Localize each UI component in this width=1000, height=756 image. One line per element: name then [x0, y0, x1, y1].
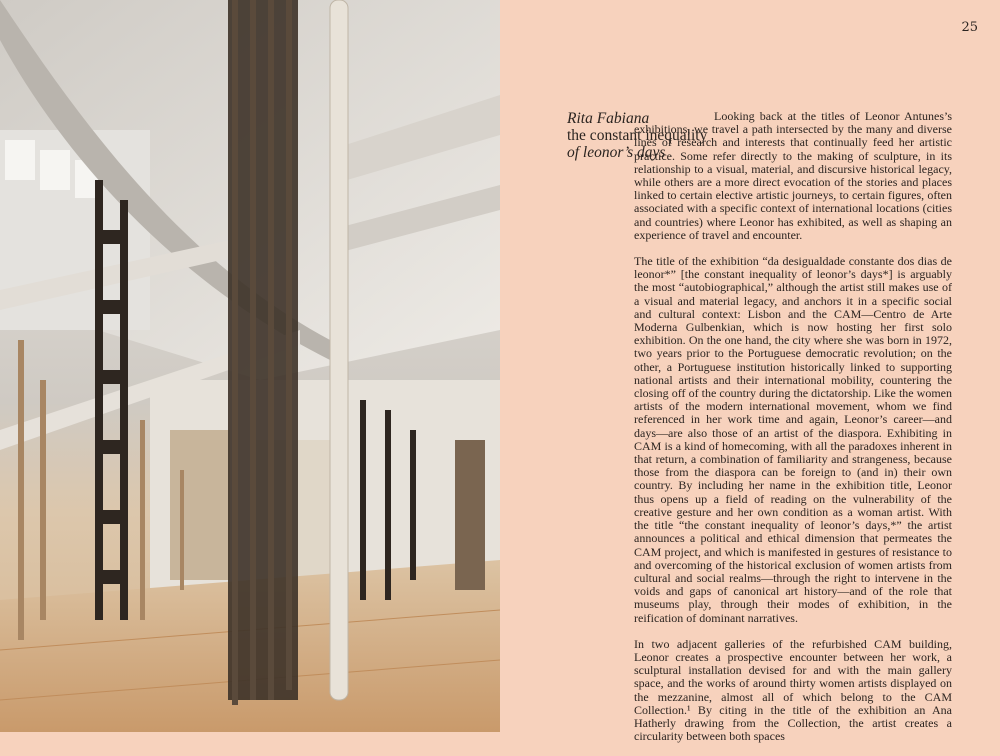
page-number: 25	[961, 20, 978, 35]
essay-title-line-2: of leonor’s days	[567, 144, 666, 161]
gallery-interior-illustration	[0, 0, 500, 732]
text-page	[500, 0, 1000, 744]
essay-body	[634, 110, 952, 756]
paragraph: In two adjacent galleries of the refurbished CAM building, Leonor creates a prospective encounter between her work, a sculptural installation devised for and with the main gallery space, and the works of around thirty women artists displayed on the mezzanine, almost all of which belong to the CAM Collection.¹ By citing in the title of the exhibition an Ana Hatherly drawing from the Collection, the artist creates a circularity between both spaces	[634, 636, 952, 744]
essay-title-line-1: the constant inequality	[567, 127, 708, 144]
paragraph: Looking back at the titles of Leonor Antunes’s exhibitions, we travel a path intersected by the many and diverse lines of research and interests that continually feed her artistic practice. Some refer directly to the making of sculpture, in its relationship to a visual, material, and discursive historical legacy, while others are a more direct evocation of the stories and places linked to certain elective artistic journeys, to certain figures, often associated with a specific context of international locations (cities and countries) where Leonor has exhibited, as well as shaping an experience of travel and encounter.	[634, 109, 952, 242]
installation-photo	[0, 0, 500, 732]
paragraph: The title of the exhibition “da desigualdade constante dos dias de leonor*” [the constant inequality of leonor’s days*] is arguably the most “autobiographical,” although the artist still makes use of a visual and material legacy, and anchors it in a specific social and cultural context: Lisbon and the CAM—Centro de Arte Moderna Gulbenkian, which is now hosting her first solo exhibition. On the one hand, the city where she was born in 1972, two years prior to the Portuguese democratic revolution; on the other, a Portuguese institution historically linked to supporting national artists and their international mobility, countering the closing off of the country during the dictatorship. Like the women artists of the modern international movement, whom we find referenced in her work time and again, Leonor’s career—and days—are also those of an artist of the diaspora. Exhibiting in CAM is a kind of homecoming, with all the paradoxes inherent in that return, a combination of familiarity and strangeness, because those from the diaspora can be foreign to (and in) their own country. By including her name in the exhibition title, Leonor thus opens up a field of reading on the vulnerability of the creative gesture and her own condition as a woman artist. With the title “the constant inequality of leonor’s days,*” the artist announces a political and ethical dimension that permeates the CAM project, and which is manifested in gestures of resistance to and overcoming of the historical exclusion of women artists from cultural and social realms—through the right to intervene in the voids and gaps of canonical art history—and of the role that museums play, through their modes of exhibition, in the reification of dominant narratives.	[634, 254, 952, 625]
author-name: Rita Fabiana	[567, 110, 650, 127]
